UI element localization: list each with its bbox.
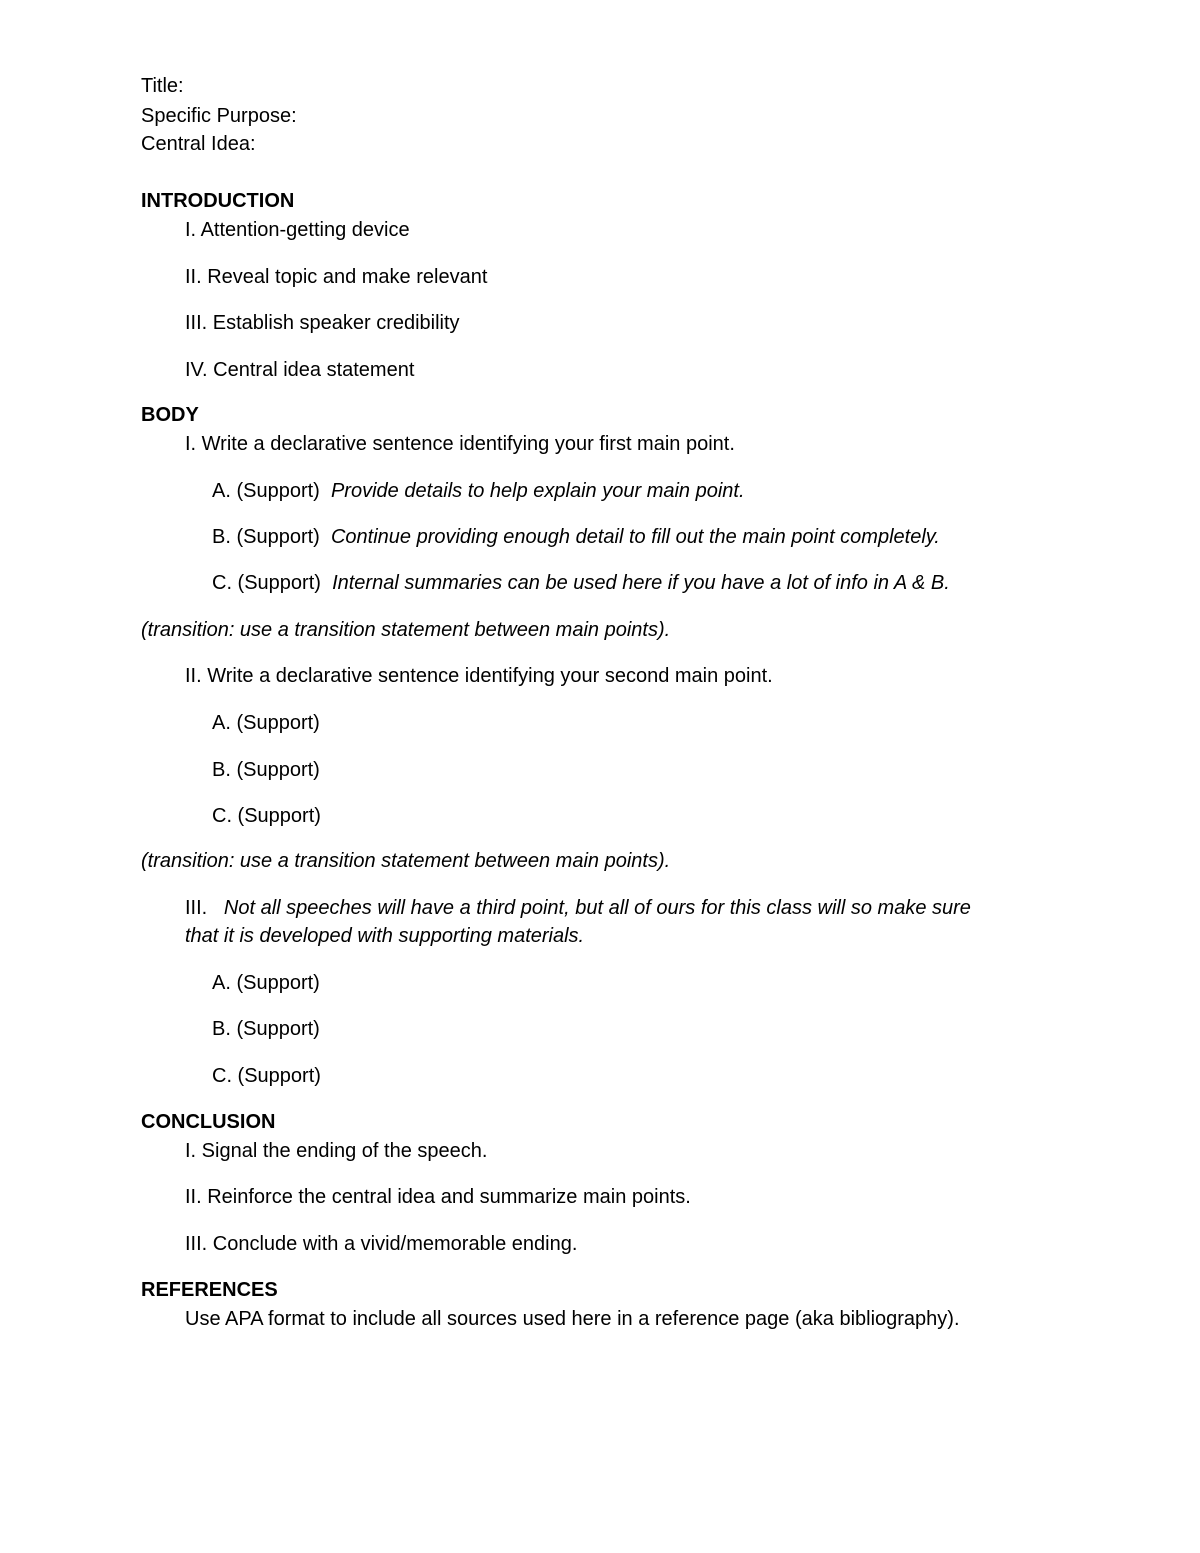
body-point-2: II. Write a declarative sentence identifying your second main point.: [185, 665, 773, 687]
body-heading: BODY: [141, 404, 199, 426]
point1-support-a: [212, 477, 745, 505]
point1-support-b: [212, 523, 940, 551]
intro-item-2: II. Reveal topic and make relevant: [185, 266, 488, 288]
central-idea-label: Central Idea:: [141, 133, 256, 155]
transition-2: (transition: use a transition statement between main points).: [141, 850, 671, 872]
specific-purpose-label: Specific Purpose:: [141, 105, 297, 127]
point2-support-c: C. (Support): [212, 805, 321, 827]
conclusion-item-1: I. Signal the ending of the speech.: [185, 1140, 488, 1162]
transition-1: (transition: use a transition statement between main points).: [141, 619, 671, 641]
conclusion-heading: CONCLUSION: [141, 1111, 276, 1133]
point3-support-b: B. (Support): [212, 1018, 320, 1040]
support-note: Provide details to help explain your main point.: [330, 480, 745, 502]
point3-support-c: C. (Support): [212, 1065, 321, 1087]
intro-item-4: IV. Central idea statement: [185, 359, 415, 381]
support-note: Internal summaries can be used here if you have a lot of info in A & B.: [332, 572, 950, 594]
references-text: Use APA format to include all sources used here in a reference page (aka bibliography).: [185, 1308, 960, 1330]
support-label: C. (Support): [212, 572, 321, 594]
point3-support-a: A. (Support): [212, 972, 320, 994]
intro-item-1: I. Attention-getting device: [185, 219, 410, 241]
intro-item-3: III. Establish speaker credibility: [185, 312, 460, 334]
point3-text-line1: Not all speeches will have a third point, but all of ours for this class will so make sure: [223, 897, 971, 919]
point2-support-b: B. (Support): [212, 759, 320, 781]
conclusion-item-2: II. Reinforce the central idea and summarize main points.: [185, 1186, 691, 1208]
conclusion-item-3: III. Conclude with a vivid/memorable ending.: [185, 1233, 578, 1255]
title-label: Title:: [141, 75, 184, 97]
body-point-3: [185, 894, 971, 922]
body-point-1: I. Write a declarative sentence identifying your first main point.: [185, 433, 735, 455]
support-label: B. (Support): [212, 526, 320, 548]
introduction-heading: INTRODUCTION: [141, 190, 295, 212]
references-heading: REFERENCES: [141, 1279, 278, 1301]
point1-support-c: [212, 569, 950, 597]
point3-numeral: III.: [185, 897, 208, 919]
point2-support-a: A. (Support): [212, 712, 320, 734]
support-note: Continue providing enough detail to fill out the main point completely.: [330, 526, 940, 548]
support-label: A. (Support): [212, 480, 320, 502]
point3-text-line2: that it is developed with supporting materials.: [185, 925, 585, 947]
